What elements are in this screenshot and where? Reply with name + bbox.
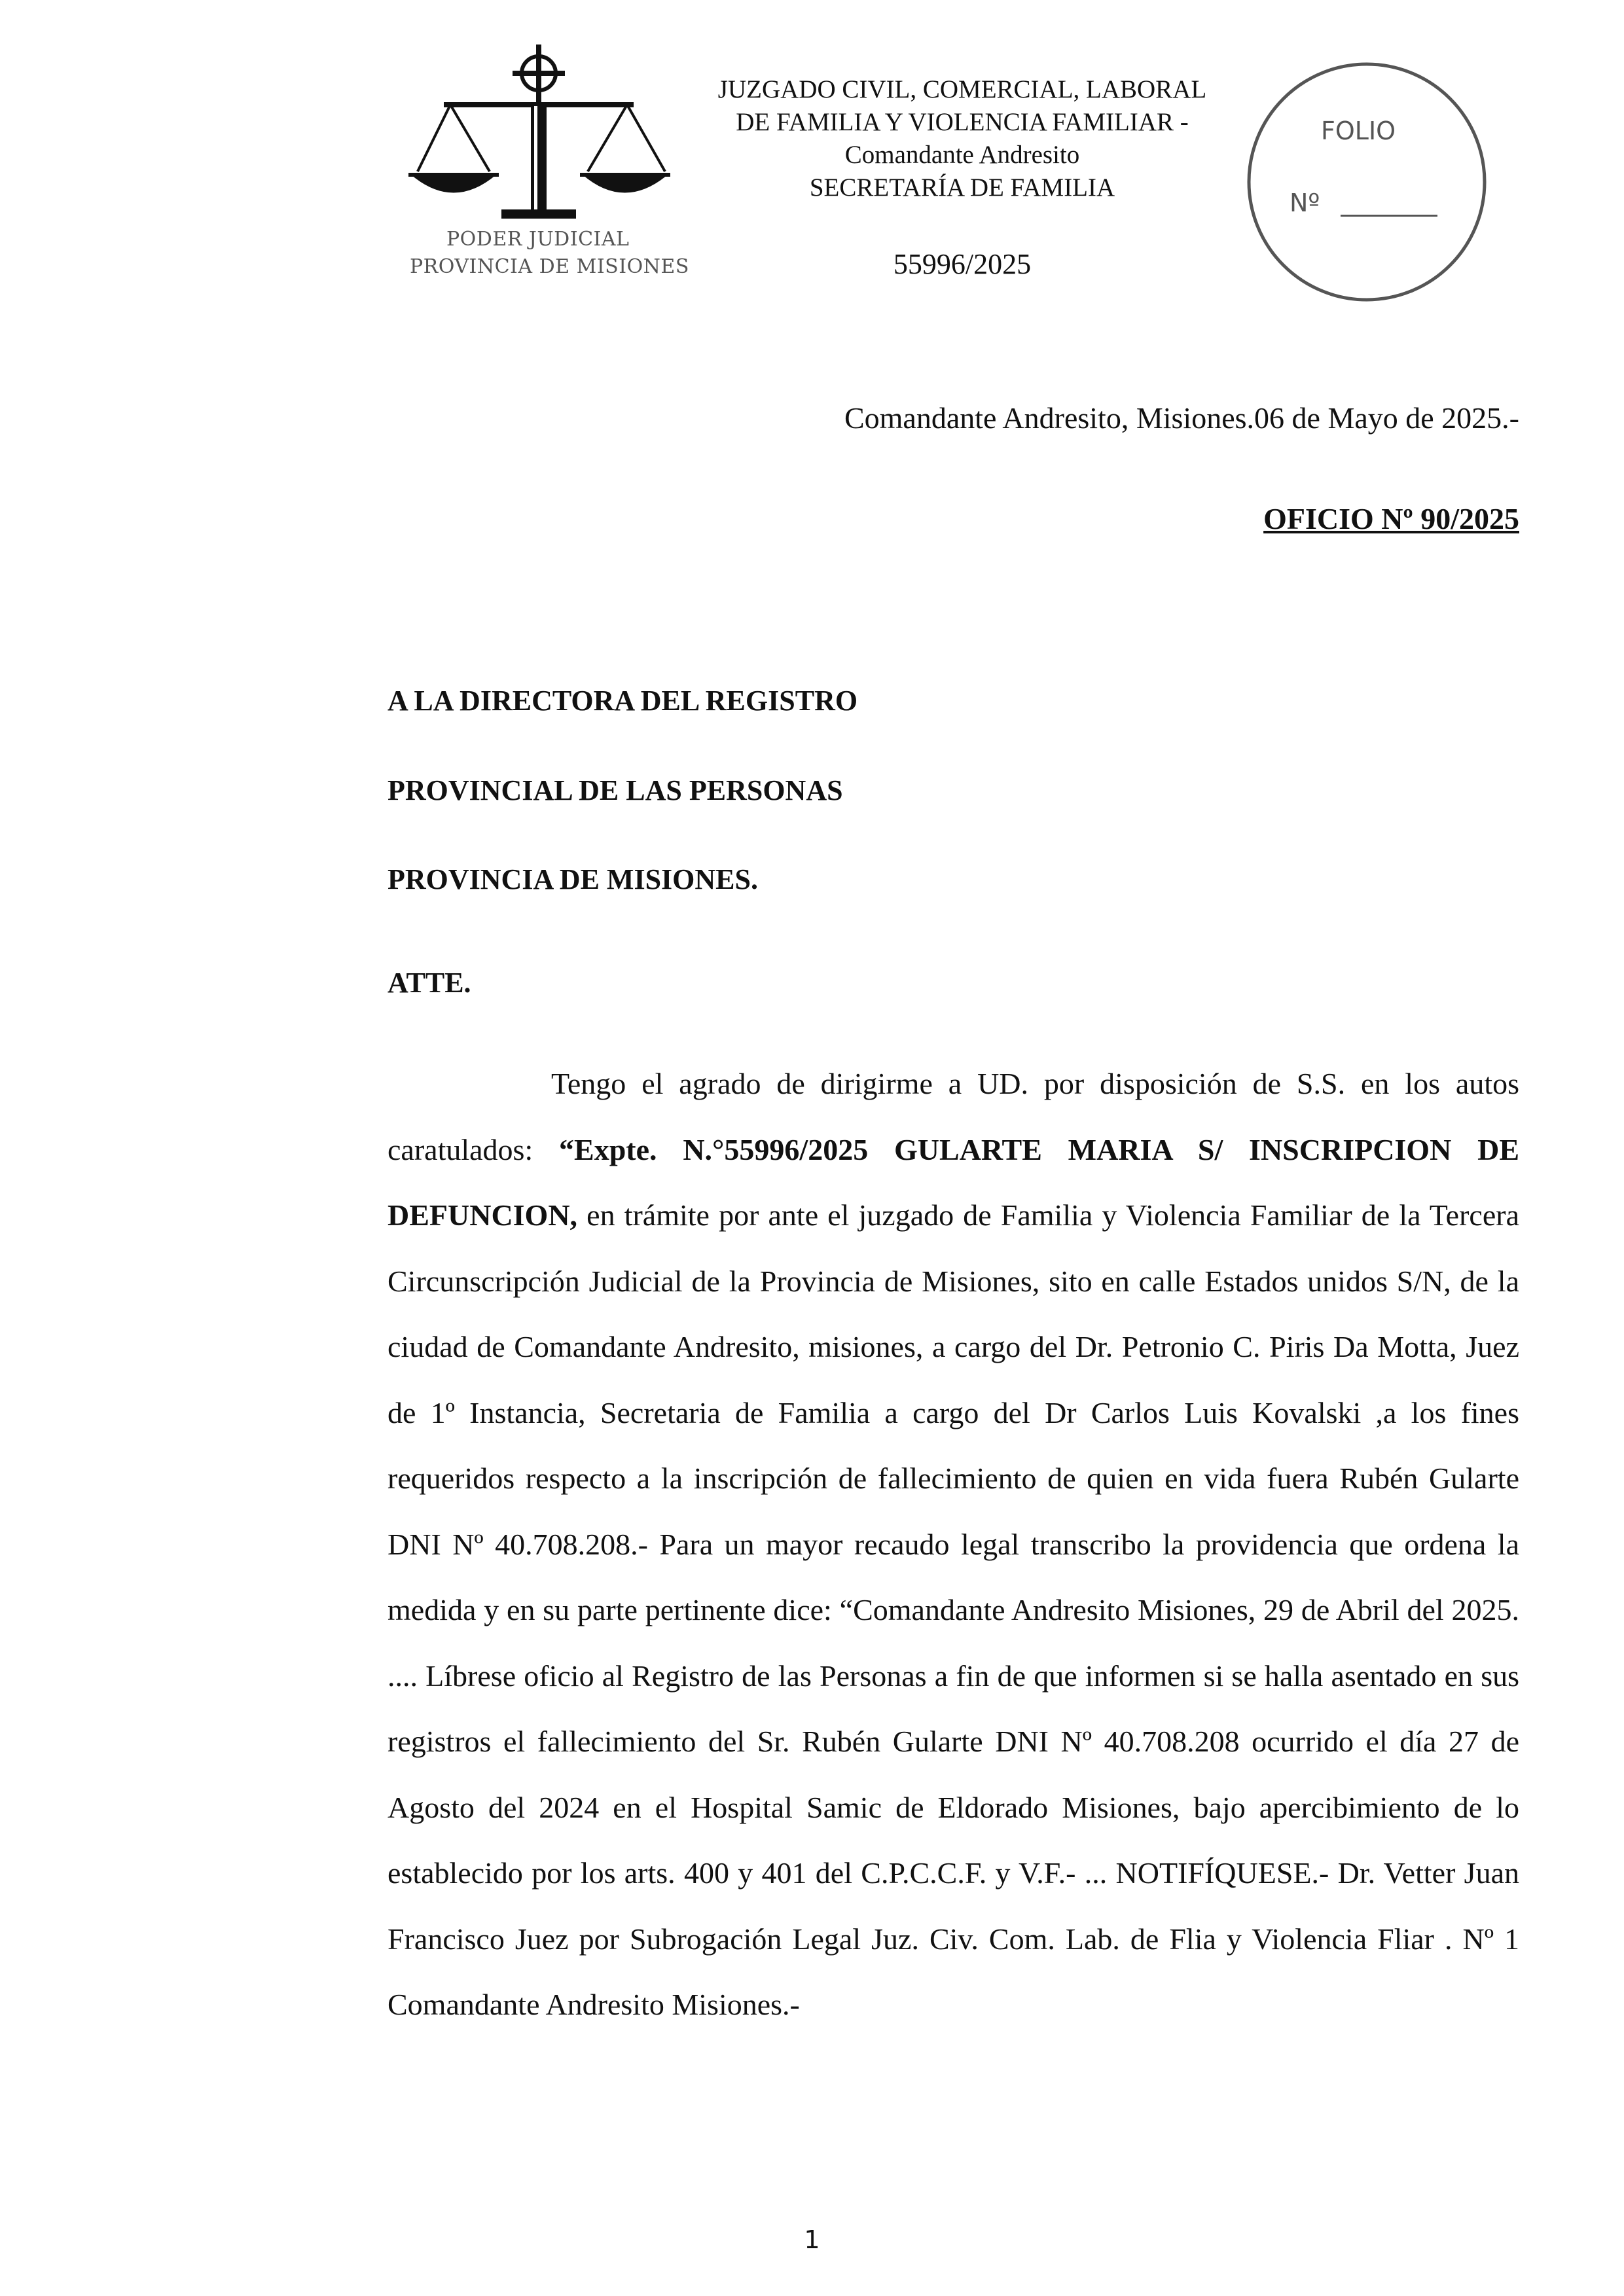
place-date: Comandante Andresito, Misiones.06 de Mayo de 2025.- [844,401,1519,435]
folio-stamp [1242,58,1491,306]
salutation: ATTE. [388,967,471,999]
court-name [681,73,1244,204]
court-line: DE FAMILIA Y VIOLENCIA FAMILIAR - [736,108,1189,136]
court-line: SECRETARÍA DE FAMILIA [809,173,1115,202]
case-title: “Expte. N.°55996/2025 GULARTE MARIA S/ INSCRIPCION DE DEFUNCION, [388,1132,1520,1232]
body-main: en trámite por ante el juzgado de Familia y Violencia Familiar de la Tercera Circunscripción Judicial de la Provincia de Misiones, sito en calle Estados unidos S/N, de la ciudad de Comandante Andresito, misiones, a cargo del Dr. Petronio C. Piris Da Motta, Juez de 1º Instancia, Secretaria de Familia a cargo del Dr Carlos Luis Kovalski ,a los fines requeridos respecto a la inscripción de fallecimiento de quien en vida fuera Rubén Gularte DNI Nº 40.708.208.- Para un mayor recaudo legal transcribo la providencia que ordena la medida y en su parte pertinente dice: “Comandante Andresito Misiones, 29 de Abril del 2025. .... Líbrese oficio al Registro de las Personas a fin de que informen si se halla asentado en sus registros el fallecimiento del Sr. Rubén Gularte DNI Nº 40.708.208 ocurrido el día 27 de Agosto del 2024 en el Hospital Samic de Eldorado Misiones, bajo apercibimiento de lo establecido por los arts. 400 y 401 del C.P.C.C.F. y V.F.- ... NOTIFÍQUESE.- Dr. Vetter Juan Francisco Juez por Subrogación Legal Juz. Civ. Com. Lab. de Flia y Violencia Fliar . Nº 1 Comandante Andresito Misiones.- [388,1198,1519,2021]
logo-text-poder-judicial: PODER JUDICIAL [446,228,630,251]
court-line: Comandante Andresito [844,141,1080,169]
logo-text-provincia: PROVINCIA DE MISIONES [410,255,689,278]
addressee-line: PROVINCIA DE MISIONES. [388,863,758,895]
letter-body [388,1051,1519,2038]
oficio-number: OFICIO Nº 90/2025 [1263,502,1519,535]
body-intro: Tengo el agrado de dirigirme a UD. por disposición de S.S. en los autos caratulados: [388,1067,1519,1166]
stamp-blank-line [1341,215,1437,217]
stamp-folio-label: FOLIO [1321,117,1396,145]
poder-judicial-logo [405,41,689,289]
addressee-line: PROVINCIAL DE LAS PERSONAS [388,774,843,806]
page-number: 1 [804,2225,820,2254]
addressee-line: A LA DIRECTORA DEL REGISTRO [388,685,858,717]
stamp-circle-icon [1242,58,1491,306]
expediente-number: 55996/2025 [893,248,1032,280]
court-line: JUZGADO CIVIL, COMERCIAL, LABORAL [717,75,1207,103]
scales-of-justice-icon [405,41,673,224]
stamp-number-label: Nº [1290,188,1320,217]
